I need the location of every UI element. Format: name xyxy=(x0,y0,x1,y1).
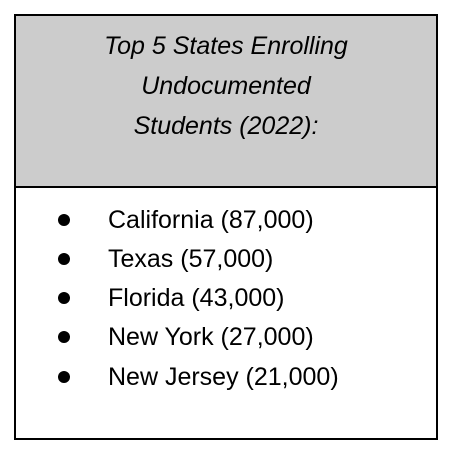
list-item-new-jersey xyxy=(16,362,436,394)
bullet-icon xyxy=(58,253,70,265)
title-header xyxy=(16,16,436,188)
list-item-texas xyxy=(16,244,436,276)
list-item-label: California (87,000) xyxy=(108,206,314,234)
list-item-label: New Jersey (21,000) xyxy=(108,363,339,391)
states-box xyxy=(14,14,438,440)
bullet-icon xyxy=(58,214,70,226)
list-item-label: Texas (57,000) xyxy=(108,245,274,273)
bullet-icon xyxy=(58,371,70,383)
list-item-california xyxy=(16,205,436,237)
title-line-1: Top 5 States Enrolling xyxy=(104,32,348,60)
list-item-florida xyxy=(16,283,436,315)
title-line-2: Undocumented xyxy=(141,72,311,100)
list-item-label: Florida (43,000) xyxy=(108,284,285,312)
list-item-label: New York (27,000) xyxy=(108,323,314,351)
bullet-icon xyxy=(58,331,70,343)
bullet-icon xyxy=(58,292,70,304)
title-line-3: Students (2022): xyxy=(133,112,319,140)
states-list xyxy=(16,188,436,438)
list-item-new-york xyxy=(16,322,436,354)
